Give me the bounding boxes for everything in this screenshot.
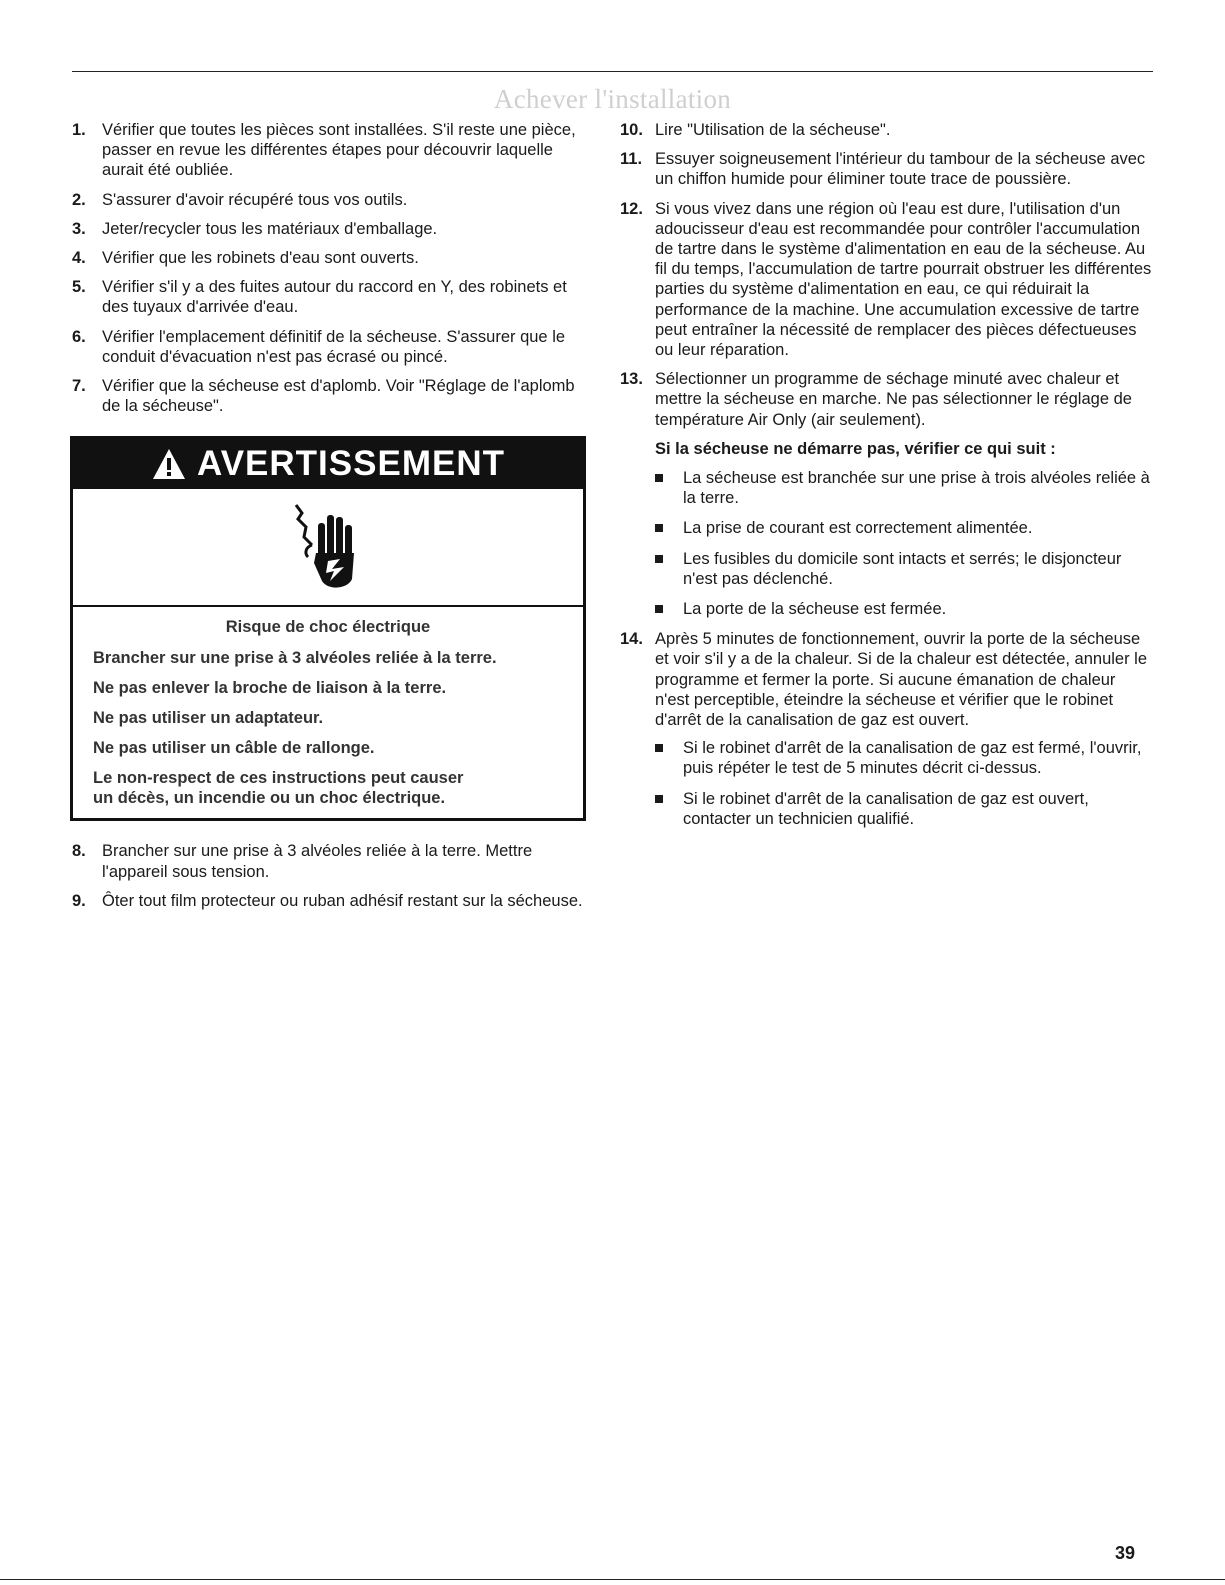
step-number: 14. [620, 630, 643, 649]
step-text: Vérifier l'emplacement définitif de la sécheuse. S'assurer que le conduit d'évacuation n'est pas écrasé ou pincé. [102, 327, 566, 366]
step-number: 8. [72, 842, 86, 861]
check-item [655, 599, 1154, 619]
step-text: Après 5 minutes de fonctionnement, ouvrir la porte de la sécheuse et voir s'il y a de la chaleur. Si de la chaleur est détectée, annuler le programme et fermer la porte. Si aucune émanation de chaleur n'est perceptible, éteindre la sécheuse et vérifier que le robinet d'arrêt de la canalisation de gaz est ouvert. [655, 630, 1148, 730]
step-number: 11. [620, 150, 643, 169]
check-item-text: La prise de courant est correctement alimentée. [683, 519, 1033, 538]
check-item [655, 468, 1154, 508]
step-text: Jeter/recycler tous les matériaux d'emballage. [102, 219, 438, 238]
warning-line: Ne pas utiliser un câble de rallonge. [93, 739, 375, 758]
step-number: 7. [72, 377, 86, 396]
step-number: 2. [72, 190, 86, 209]
warning-consequence-line-1: Le non-respect de ces instructions peut causer [93, 769, 464, 788]
warning-body [73, 607, 583, 818]
gas-check-list [655, 738, 1154, 829]
step-text: Brancher sur une prise à 3 alvéoles reliée à la terre. Mettre l'appareil sous tension. [102, 842, 533, 881]
step-5 [72, 277, 592, 317]
step-text: Vérifier que toutes les pièces sont installées. S'il reste une pièce, passer en revue les différentes étapes pour découvrir laquelle aurait été oubliée. [102, 121, 576, 180]
warning-graphic [73, 489, 583, 607]
step-text: Sélectionner un programme de séchage minuté avec chaleur et mettre la sécheuse en marche. Ne pas sélectionner le réglage de température Air Only (air seulement). [655, 370, 1132, 429]
warning-header [73, 439, 583, 489]
step-number: 13. [620, 370, 643, 389]
page-number: 39 [1115, 1543, 1136, 1563]
step-number: 10. [620, 121, 643, 139]
step-number: 3. [72, 219, 86, 238]
step-number: 4. [72, 249, 86, 268]
step-1 [72, 120, 592, 181]
step-2 [72, 190, 592, 210]
warning-consequence [93, 768, 563, 808]
gas-check-item [655, 738, 1154, 778]
check-item [655, 518, 1154, 538]
top-rule [72, 71, 1153, 72]
step-list-final [620, 629, 1154, 829]
warning-risk: Risque de choc électrique [225, 618, 431, 637]
gas-check-item-text: Si le robinet d'arrêt de la canalisation de gaz est fermé, l'ouvrir, puis répéter le test de 5 minutes décrit ci-dessus. [683, 739, 1142, 778]
check-item [655, 549, 1154, 589]
warning-line: Ne pas utiliser un adaptateur. [93, 709, 324, 728]
gas-check-item-text: Si le robinet d'arrêt de la canalisation de gaz est ouvert, contacter un technicien qualifié. [683, 789, 1089, 828]
step-number: 9. [72, 891, 86, 910]
check-list [655, 468, 1154, 619]
check-item-text: La sécheuse est branchée sur une prise à trois alvéoles reliée à la terre. [683, 469, 1150, 508]
check-heading: Si la sécheuse ne démarre pas, vérifier ce qui suit : [655, 439, 1056, 458]
step-number: 12. [620, 199, 643, 218]
bullet-square-icon [655, 795, 663, 803]
warning-header-text: AVERTISSEMENT [197, 444, 505, 484]
warning-box [70, 436, 586, 821]
step-9 [72, 891, 592, 911]
step-number: 5. [72, 278, 86, 297]
bullet-square-icon [655, 524, 663, 532]
step-number: 6. [72, 327, 86, 346]
section-title: Achever l'installation [493, 84, 732, 114]
step-text: S'assurer d'avoir récupéré tous vos outils. [102, 190, 408, 209]
warning-triangle-icon [151, 447, 187, 481]
check-item-text: Les fusibles du domicile sont intacts et serrés; le disjoncteur n'est pas déclenché. [683, 549, 1122, 588]
step-text: Lire "Utilisation de la sécheuse". [655, 121, 891, 139]
step-14 [620, 629, 1154, 829]
step-text: Ôter tout film protecteur ou ruban adhésif restant sur la sécheuse. [102, 891, 583, 910]
step-text: Essuyer soigneusement l'intérieur du tambour de la sécheuse avec un chiffon humide pour éliminer toute trace de poussière. [655, 150, 1146, 189]
warning-line: Brancher sur une prise à 3 alvéoles reliée à la terre. [93, 649, 497, 668]
step-text: Vérifier s'il y a des fuites autour du raccord en Y, des robinets et des tuyaux d'arrivée d'eau. [102, 278, 567, 317]
bullet-square-icon [655, 605, 663, 613]
left-column [72, 120, 592, 920]
bottom-rule [0, 1579, 1225, 1580]
bullet-square-icon [655, 555, 663, 563]
step-12 [620, 199, 1154, 361]
step-list-right [620, 120, 1154, 430]
electric-shock-hand-icon [288, 497, 368, 597]
gas-check-item [655, 789, 1154, 829]
step-text: Vérifier que les robinets d'eau sont ouverts. [102, 249, 419, 268]
step-text: Vérifier que la sécheuse est d'aplomb. Voir "Réglage de l'aplomb de la sécheuse". [102, 377, 575, 416]
right-column [620, 120, 1154, 839]
step-list-continued [72, 841, 592, 911]
step-6 [72, 327, 592, 367]
step-3 [72, 219, 592, 239]
step-8 [72, 841, 592, 881]
check-item-text: La porte de la sécheuse est fermée. [683, 600, 947, 619]
bullet-square-icon [655, 744, 663, 752]
bullet-square-icon [655, 474, 663, 482]
step-10 [620, 120, 1154, 140]
step-list-start [72, 120, 592, 416]
warning-consequence-line-2: un décès, un incendie ou un choc électrique. [93, 789, 446, 808]
step-4 [72, 248, 592, 268]
warning-line: Ne pas enlever la broche de liaison à la terre. [93, 679, 447, 698]
step-13 [620, 369, 1154, 430]
step-7 [72, 376, 592, 416]
step-text: Si vous vivez dans une région où l'eau est dure, l'utilisation d'un adoucisseur d'eau est recommandée pour contrôler l'accumulation de tartre dans le système d'alimentation en eau de la sécheuse. Au fil du temps, l'accumulation de tartre pourrait obstruer les différentes parties du système d'alimentation en eau, ce qui réduirait la performance de la machine. Une accumulation excessive de tartre peut entraîner la nécessité de remplacer des pièces défectueuses ou leur réparation. [655, 199, 1152, 360]
step-11 [620, 149, 1154, 189]
step-number: 1. [72, 121, 86, 139]
